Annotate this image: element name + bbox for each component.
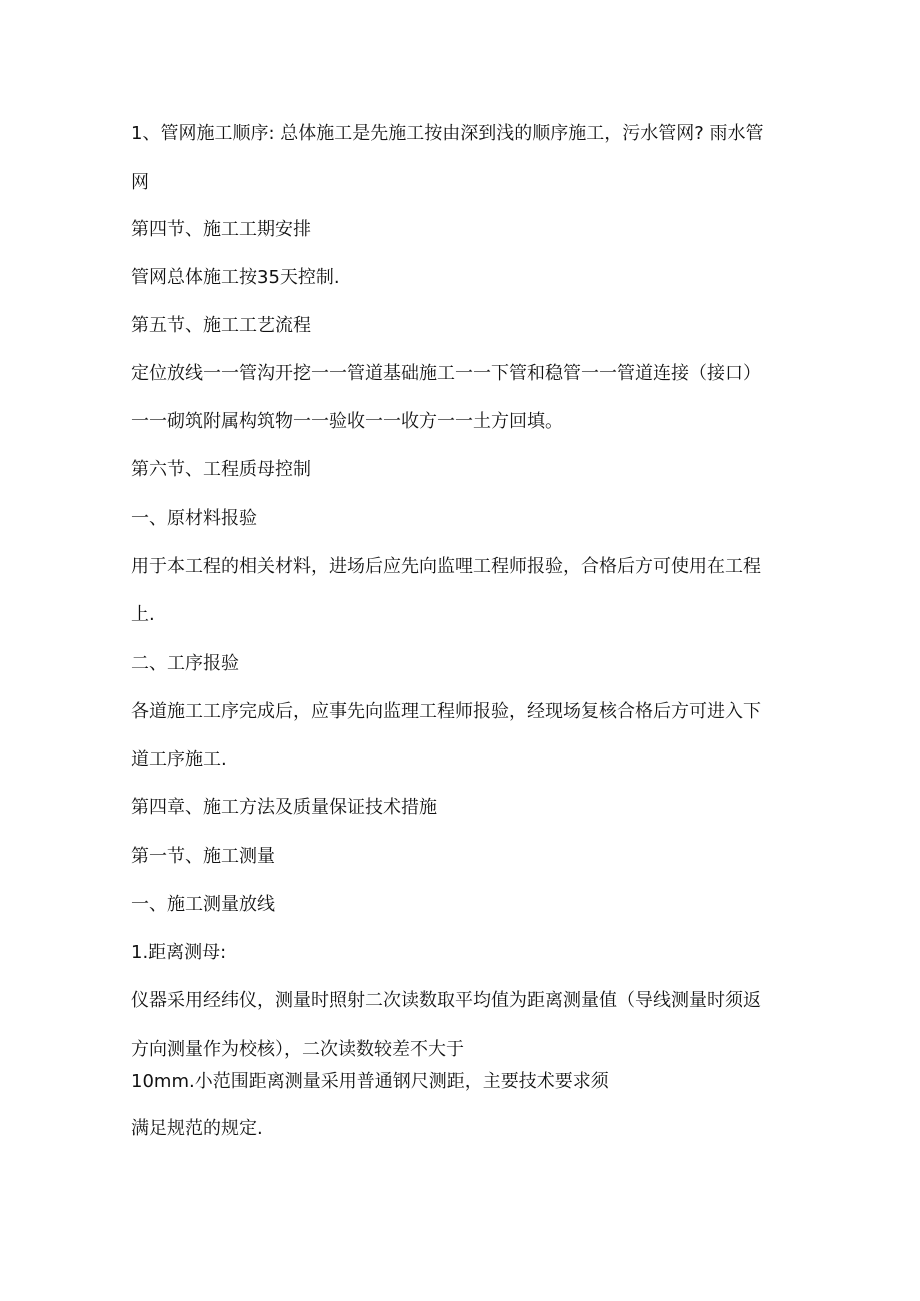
text-line: 用于本工程的相关材料，进场后应先向监哩工程师报验，合格后方可使用在工程 xyxy=(131,556,761,577)
text-line: 方向测量作为校核），二次读数较差不大于 xyxy=(131,1039,464,1060)
text-line: 网 xyxy=(131,172,149,193)
text-line: 一一砌筑附属构筑物一一验收一一收方一一土方回填。 xyxy=(131,411,563,432)
subsection-heading: 二、工序报验 xyxy=(131,653,239,674)
chapter-heading: 第四章、施工方法及质量保证技术措施 xyxy=(131,797,437,818)
subsection-heading: 一、施工测量放线 xyxy=(131,894,275,915)
text-line: 仪器采用经纬仪，测量时照射二次读数取平均值为距离测量值（导线测量时须返 xyxy=(131,990,761,1011)
item-heading: 1.距离测母: xyxy=(131,942,227,963)
text-line: 满足规范的规定. xyxy=(131,1118,263,1139)
text-line: 管网总体施工按35天控制. xyxy=(131,267,340,288)
section-heading: 第一节、施工测量 xyxy=(131,846,275,867)
section-heading: 第六节、工程质母控制 xyxy=(131,459,311,480)
text-line: 定位放线一一管沟开挖一一管道基础施工一一下管和稳管一一管道连接（接口） xyxy=(131,363,761,384)
text-line: 10mm.小范围距离测量采用普通钢尺测距，主要技术要求须 xyxy=(131,1071,609,1092)
section-heading: 第四节、施工工期安排 xyxy=(131,219,311,240)
text-line: 1、管网施工顺序: 总体施工是先施工按由深到浅的顺序施工，污水管网? 雨水管 xyxy=(131,123,764,144)
text-line: 道工序施工. xyxy=(131,749,227,770)
text-line: 上. xyxy=(131,604,155,625)
section-heading: 第五节、施工工艺流程 xyxy=(131,315,311,336)
text-line: 各道施工工序完成后，应事先向监理工程师报验，经现场复核合格后方可进入下 xyxy=(131,701,761,722)
subsection-heading: 一、原材料报验 xyxy=(131,508,257,529)
